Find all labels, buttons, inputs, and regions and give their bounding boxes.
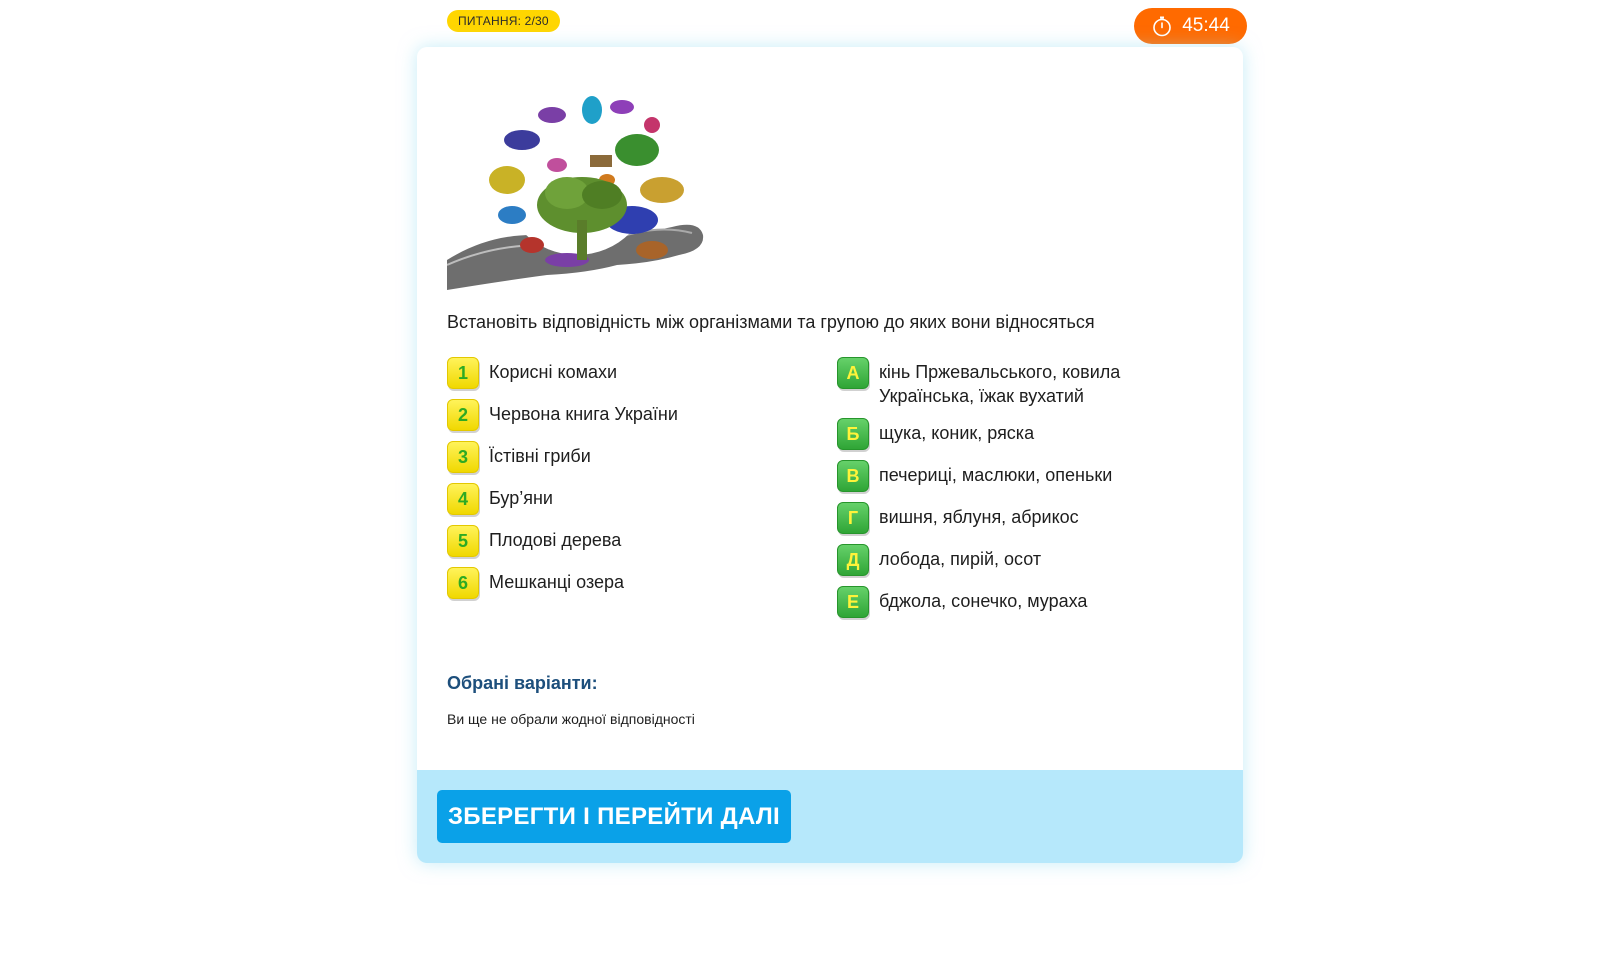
quiz-topbar xyxy=(447,8,1247,44)
save-and-next-button[interactable]: ЗБЕРЕГТИ І ПЕРЕЙТИ ДАЛІ xyxy=(437,790,791,843)
timer-value: 45:44 xyxy=(1182,15,1230,36)
right-item-a[interactable] xyxy=(837,357,1207,408)
left-item-6[interactable] xyxy=(447,567,807,599)
left-item-1[interactable] xyxy=(447,357,807,389)
letter-chip[interactable]: А xyxy=(837,357,869,389)
left-item-label: Червона книга України xyxy=(489,404,678,424)
right-column xyxy=(837,357,1207,628)
number-chip[interactable]: 1 xyxy=(447,357,479,389)
left-item-label: Їстівні гриби xyxy=(489,446,591,466)
left-item-label: Плодові дерева xyxy=(489,530,622,550)
question-card xyxy=(417,47,1243,863)
letter-chip[interactable]: В xyxy=(837,460,869,492)
question-text: Встановіть відповідність між організмами та групою до яких вони відносяться xyxy=(447,312,1095,332)
right-item-g[interactable] xyxy=(837,502,1207,534)
left-item-label: Бур’яни xyxy=(489,488,553,508)
number-chip[interactable]: 4 xyxy=(447,483,479,515)
left-item-label: Мешканці озера xyxy=(489,572,625,592)
left-item-2[interactable] xyxy=(447,399,807,431)
number-chip[interactable]: 6 xyxy=(447,567,479,599)
card-footer xyxy=(417,770,1243,863)
right-item-label: кінь Пржевальського, ковила Українська, їжак вухатий xyxy=(879,362,1121,406)
letter-chip[interactable]: Е xyxy=(837,586,869,618)
right-item-label: бджола, сонечко, мураха xyxy=(879,591,1088,611)
right-item-label: вишня, яблуня, абрикос xyxy=(879,507,1079,527)
selected-options-empty-text: Ви ще не обрали жодної відповідності xyxy=(447,711,695,727)
right-item-v[interactable] xyxy=(837,460,1207,492)
letter-chip[interactable]: Б xyxy=(837,418,869,450)
left-item-5[interactable] xyxy=(447,525,807,557)
number-chip[interactable]: 5 xyxy=(447,525,479,557)
left-item-3[interactable] xyxy=(447,441,807,473)
right-item-label: щука, коник, ряска xyxy=(879,423,1035,443)
right-item-d[interactable] xyxy=(837,544,1207,576)
timer xyxy=(1134,8,1247,44)
left-item-4[interactable] xyxy=(447,483,807,515)
biodiversity-illustration xyxy=(447,85,712,290)
question-counter-badge: ПИТАННЯ: 2/30 xyxy=(447,10,560,32)
right-item-label: лобода, пирій, осот xyxy=(879,549,1042,569)
left-item-label: Корисні комахи xyxy=(489,362,618,382)
selected-options-title: Обрані варіанти: xyxy=(447,673,598,693)
right-item-b[interactable] xyxy=(837,418,1207,450)
right-item-e[interactable] xyxy=(837,586,1207,618)
stopwatch-icon xyxy=(1151,15,1173,37)
number-chip[interactable]: 3 xyxy=(447,441,479,473)
number-chip[interactable]: 2 xyxy=(447,399,479,431)
letter-chip[interactable]: Д xyxy=(837,544,869,576)
right-item-label: печериці, маслюки, опеньки xyxy=(879,465,1113,485)
left-column xyxy=(447,357,807,609)
letter-chip[interactable]: Г xyxy=(837,502,869,534)
